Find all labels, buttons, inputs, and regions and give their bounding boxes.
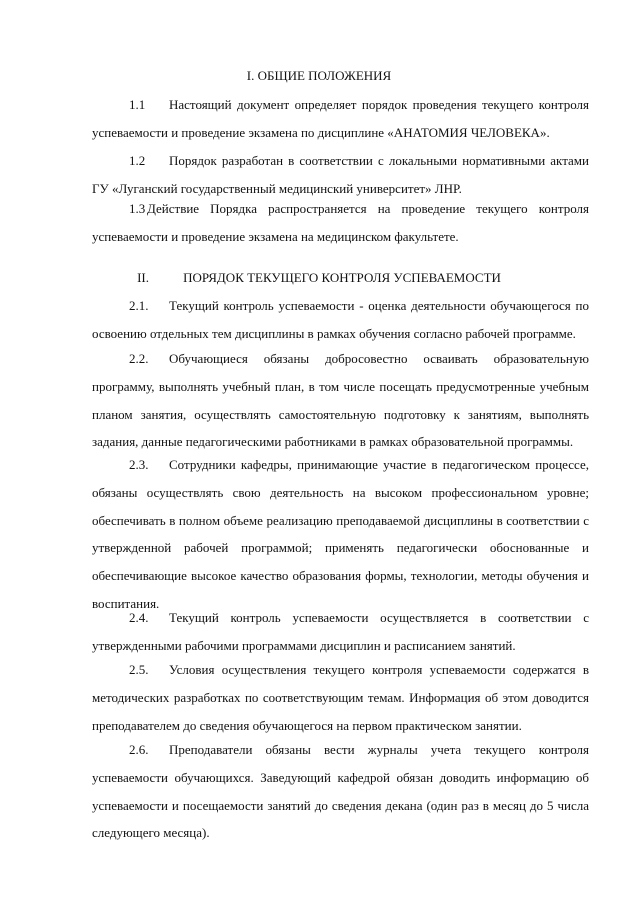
paragraph-2-6	[92, 736, 589, 847]
paragraph-text: Порядок разработан в соответствии с локальными нормативными актами ГУ «Луганский государственный медицинский университет» ЛНР.	[92, 153, 589, 196]
section-2-title: ПОРЯДОК ТЕКУЩЕГО КОНТРОЛЯ УСПЕВАЕМОСТИ	[183, 270, 501, 285]
paragraph-2-4	[92, 604, 589, 660]
paragraph-number: 1.1	[129, 97, 146, 112]
paragraph-2-2	[92, 345, 589, 456]
paragraph-number: 2.6.	[129, 742, 149, 757]
paragraph-number: 1.3	[129, 201, 146, 216]
paragraph-number: 2.2.	[129, 351, 149, 366]
paragraph-number: 2.5.	[129, 662, 149, 677]
paragraph-1-1	[92, 91, 589, 147]
paragraph-text: Настоящий документ определяет порядок проведения текущего контроля успеваемости и проведение экзамена по дисциплине «АНАТОМИЯ ЧЕЛОВЕКА».	[92, 97, 589, 140]
paragraph-text: Условия осуществления текущего контроля успеваемости содержатся в методических разработках по соответствующим темам. Информация об этом доводится преподавателем до сведения обучающегося на первом практическом занятии.	[92, 662, 589, 733]
paragraph-number: 2.1.	[129, 298, 149, 313]
section-1-heading: I. ОБЩИЕ ПОЛОЖЕНИЯ	[246, 68, 392, 83]
paragraph-text: Текущий контроль успеваемости - оценка деятельности обучающегося по освоению отдельных тем дисциплины в рамках обучения согласно рабочей программе.	[92, 298, 589, 341]
paragraph-text: Обучающиеся обязаны добросовестно осваивать образовательную программу, выполнять учебный план, в том числе посещать предусмотренные учебным планом занятия, осуществлять самостоятельную подготовку к занятиям, выполнять задания, данные педагогическими работниками в рамках образовательной программы.	[92, 351, 589, 450]
section-2-heading	[0, 270, 638, 286]
paragraph-text: Текущий контроль успеваемости осуществляется в соответствии с утвержденными рабочими программами дисциплин и расписанием занятий.	[92, 610, 589, 653]
paragraph-number: 2.4.	[129, 610, 149, 625]
paragraph-text: Преподаватели обязаны вести журналы учета текущего контроля успеваемости обучающихся. Заведующий кафедрой обязан доводить информацию об успеваемости и посещаемости занятий до сведения декана (один раз в месяц до 5 числа следующего месяца).	[92, 742, 589, 841]
paragraph-text: Действие Порядка распространяется на проведение текущего контроля успеваемости и проведение экзамена на медицинском факультете.	[92, 201, 589, 244]
paragraph-text: Сотрудники кафедры, принимающие участие в педагогическом процессе, обязаны осуществлять свою деятельность на высоком профессиональном уровне; обеспечивать в полном объеме реализацию преподаваемой дисциплины в соответствии с утвержденной рабочей программой; применять педагогически обоснованные и обеспечивающие высокое качество образования формы, технологии, методы обучения и воспитания.	[92, 457, 589, 611]
paragraph-2-5	[92, 656, 589, 739]
paragraph-number: 1.2	[129, 153, 146, 168]
paragraph-number: 2.3.	[129, 457, 149, 472]
paragraph-1-3	[92, 195, 589, 251]
paragraph-2-3	[92, 451, 589, 618]
paragraph-2-1	[92, 292, 589, 348]
section-2-number: II.	[137, 270, 149, 285]
